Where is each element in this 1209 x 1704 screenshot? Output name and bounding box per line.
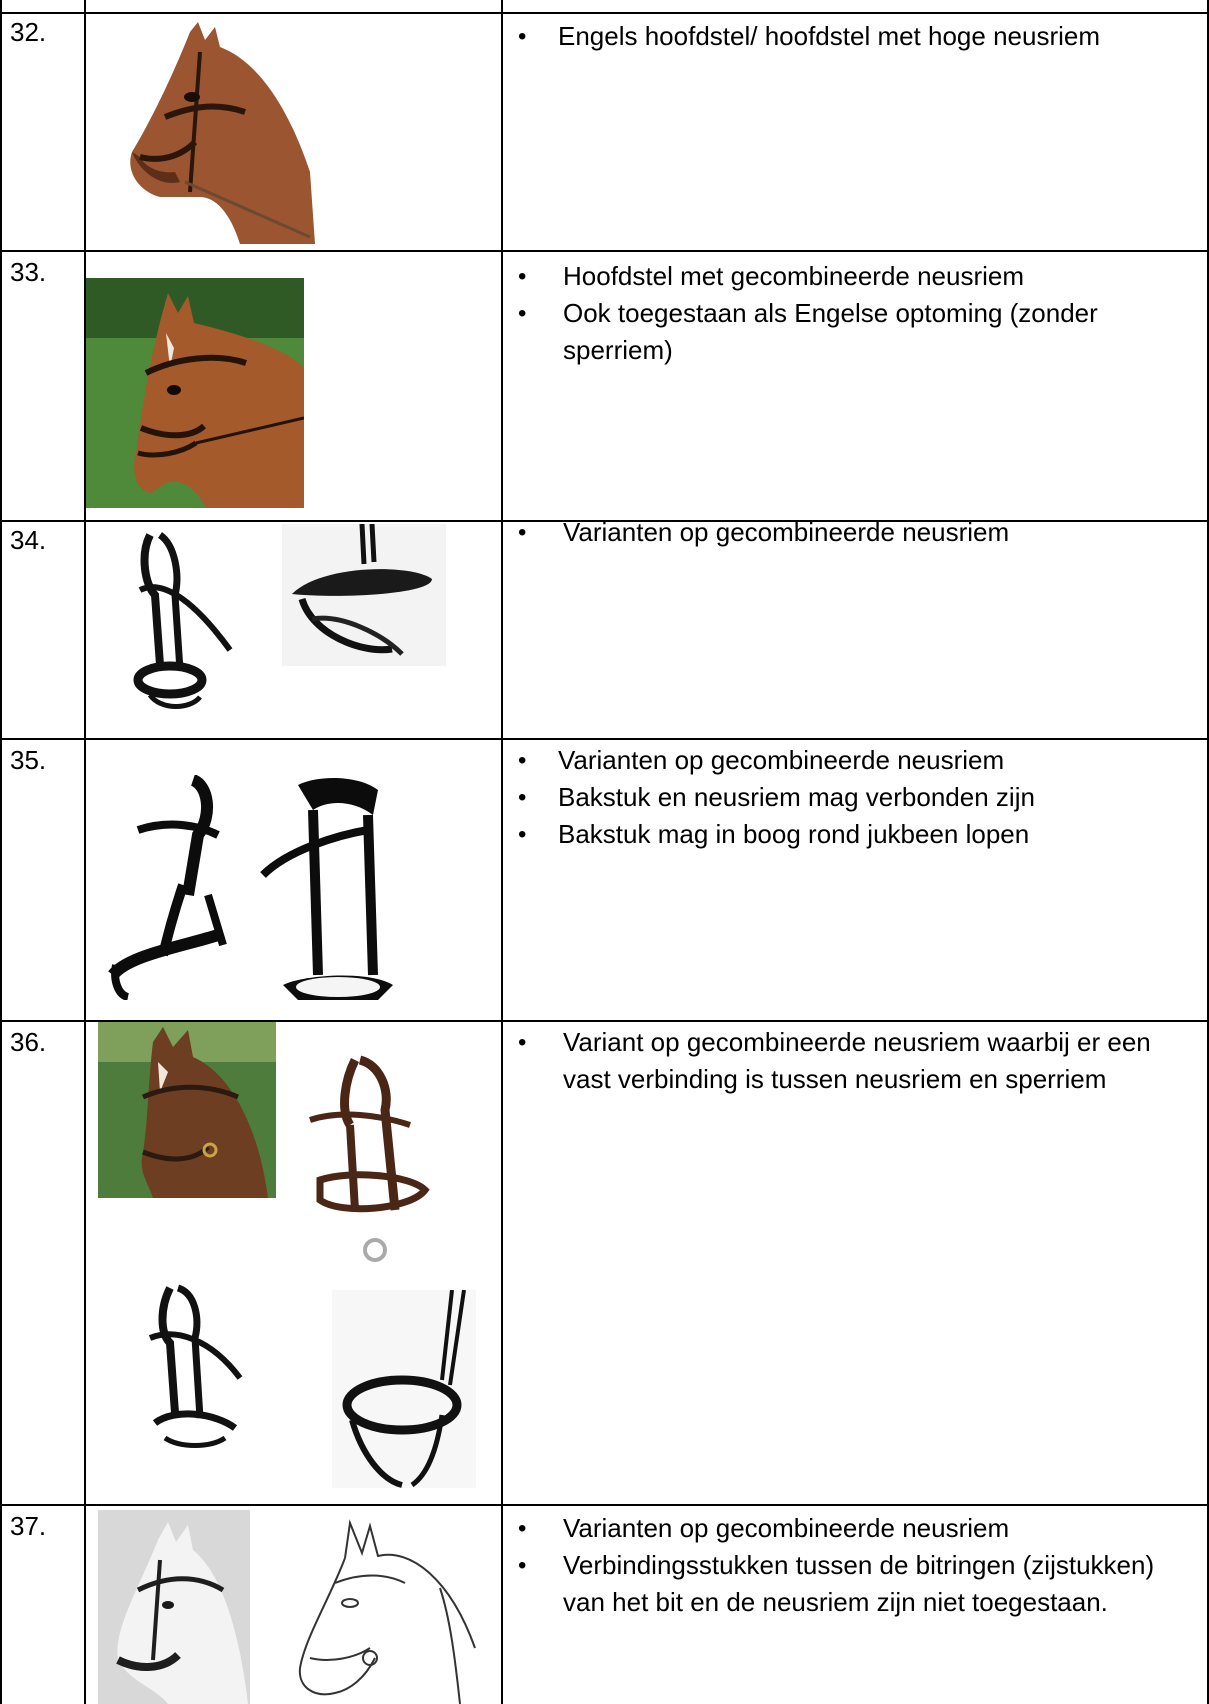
horse-head-combined-noseband-photo	[86, 278, 304, 508]
row-number: 32.	[10, 17, 47, 47]
horse-head-english-bridle-image	[120, 22, 320, 244]
row-number: 36.	[10, 1027, 47, 1057]
brown-bridle-image	[300, 1050, 435, 1270]
row-description	[518, 742, 1198, 853]
bullet-item: • Varianten op gecombineerde neusriem	[518, 742, 1198, 779]
anatomic-bridle-1-image	[108, 775, 238, 1000]
black-noseband-image	[332, 1290, 476, 1488]
bullet-item: • Bakstuk mag in boog rond jukbeen lopen	[518, 816, 1198, 853]
horse-head-line-drawing	[290, 1518, 490, 1704]
row-description	[518, 1024, 1198, 1098]
bullet-item: • Ook toegestaan als Engelse optoming (zonder sperriem)	[518, 295, 1198, 369]
row-number: 37.	[10, 1511, 47, 1541]
bullet-item: • Hoofdstel met gecombineerde neusriem	[518, 258, 1198, 295]
row-description	[518, 514, 1198, 551]
table-border-top	[0, 12, 1209, 14]
row-description	[518, 1510, 1198, 1621]
column-divider	[84, 0, 86, 1704]
row-divider	[0, 1504, 1209, 1506]
row-divider	[0, 250, 1209, 252]
row-number: 35.	[10, 745, 47, 775]
bullet-item: • Varianten op gecombineerde neusriem	[518, 1510, 1198, 1547]
row-number: 33.	[10, 257, 47, 287]
row-description	[518, 18, 1198, 55]
bullet-item: • Variant op gecombineerde neusriem waarbij er een vast verbinding is tussen neusriem en sperriem	[518, 1024, 1198, 1098]
anatomic-bridle-2-image	[258, 775, 408, 1003]
bullet-item: • Bakstuk en neusriem mag verbonden zijn	[518, 779, 1198, 816]
black-noseband-closeup-image	[282, 524, 446, 666]
column-divider	[501, 0, 503, 1704]
bullet-item: • Varianten op gecombineerde neusriem	[518, 514, 1198, 551]
bullet-item: • Engels hoofdstel/ hoofdstel met hoge neusriem	[518, 18, 1198, 55]
row-description	[518, 258, 1198, 369]
black-bridle-image	[130, 525, 240, 710]
horse-head-photo	[98, 1022, 276, 1198]
table-border-left	[0, 0, 2, 1704]
row-number: 34.	[10, 525, 47, 555]
bullet-item: • Verbindingsstukken tussen de bitringen (zijstukken) van het bit en de neusriem zijn niet toegestaan.	[518, 1547, 1198, 1621]
grey-horse-photo	[98, 1510, 250, 1704]
row-divider	[0, 738, 1209, 740]
black-bridle-image	[140, 1278, 250, 1453]
